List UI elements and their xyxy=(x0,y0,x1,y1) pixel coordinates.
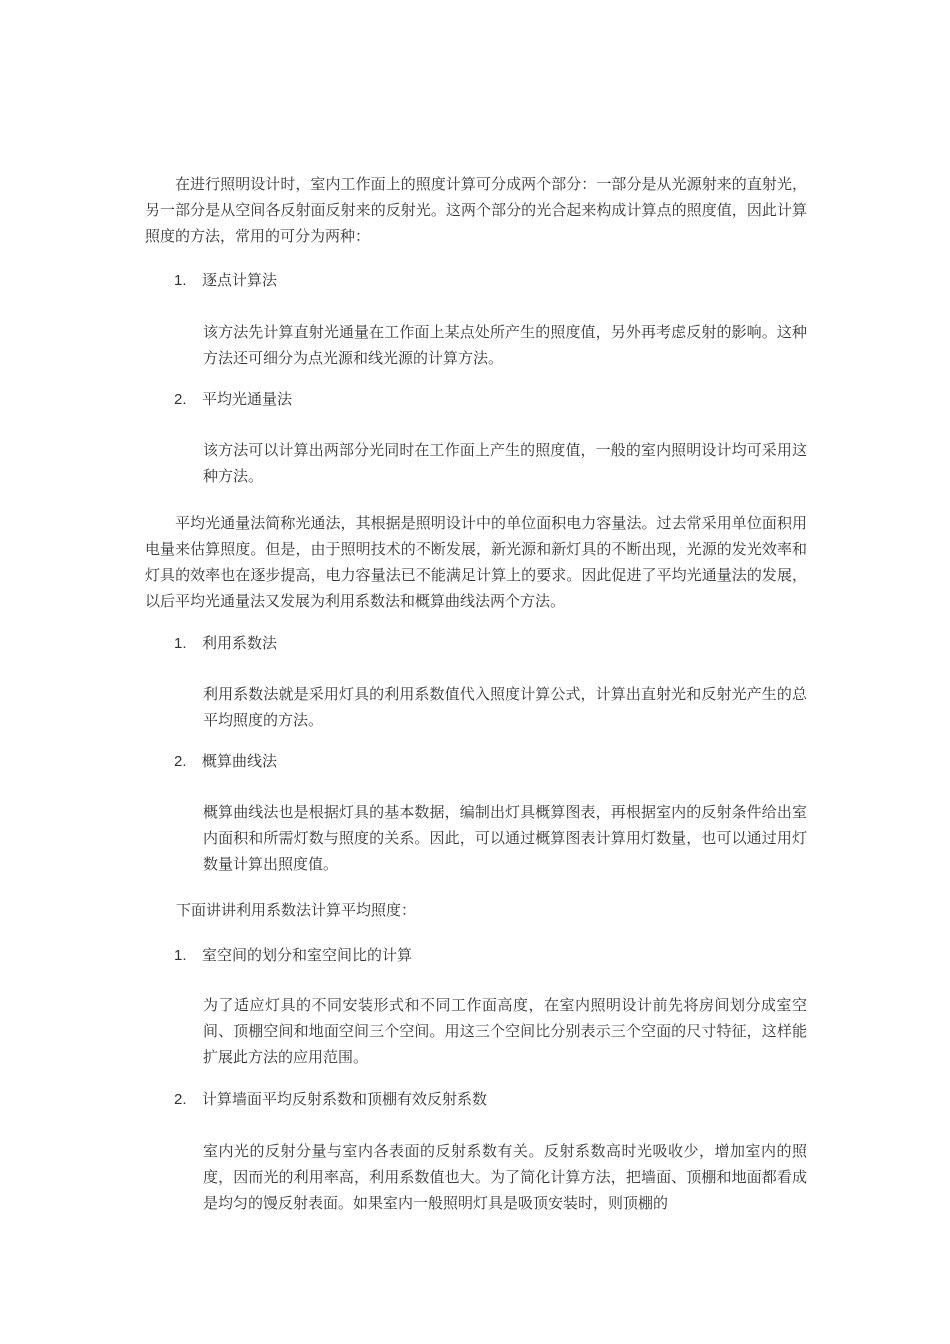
method-item-utilization xyxy=(174,631,277,656)
list-number: 2. xyxy=(174,391,187,408)
list-item-title: 概算曲线法 xyxy=(202,752,278,770)
list-number: 2. xyxy=(174,1091,187,1108)
step-desc-reflectance: 室内光的反射分量与室内各表面的反射系数有关。反射系数高时光吸收少，增加室内的照度，因而光的利用率高，利用系数值也大。为了简化计算方法，把墙面、顶棚和地面都看成是均匀的馒反射表面。如果室内一般照明灯具是吸顶安装时，则顶棚的 xyxy=(203,1142,807,1212)
method-item-average-flux xyxy=(174,387,292,412)
list-item-title: 计算墙面平均反射系数和顶棚有效反射系数 xyxy=(202,1090,488,1108)
method-desc-average-flux: 该方法可以计算出两部分光同时在工作面上产生的照度值，一般的室内照明设计均可采用这种方法。 xyxy=(203,441,807,485)
list-number: 1. xyxy=(174,635,187,652)
method-desc-pointwise: 该方法先计算直射光通量在工作面上某点处所产生的照度值，另外再考虑反射的影响。这种方法还可细分为点光源和线光源的计算方法。 xyxy=(203,323,807,367)
method-desc-utilization: 利用系数法就是采用灯具的利用系数值代入照度计算公式，计算出直射光和反射光产生的总平均照度的方法。 xyxy=(203,685,807,729)
section-lead: 下面讲讲利用系数法计算平均照度： xyxy=(176,901,417,919)
list-number: 1. xyxy=(174,272,187,289)
list-item-title: 平均光通量法 xyxy=(202,390,293,408)
intro-paragraph: 在进行照明设计时，室内工作面上的照度计算可分成两个部分：一部分是从光源射来的直射光，另一部分是从空间各反射面反射来的反射光。这两个部分的光合起来构成计算点的照度值，因此计算照度的方法，常用的可分为两种： xyxy=(145,175,807,245)
method-desc-estimate-curve: 概算曲线法也是根据灯具的基本数据，编制出灯具概算图表，再根据室内的反射条件给出室内面积和所需灯数与照度的关系。因此，可以通过概算图表计算用灯数量，也可以通过用灯数量计算出照度值。 xyxy=(203,803,807,873)
lumen-method-paragraph: 平均光通量法简称光通法，其根据是照明设计中的单位面积电力容量法。过去常采用单位面积用电量来估算照度。但是，由于照明技术的不断发展，新光源和新灯具的不断出现，光源的发光效率和灯具的效率也在逐步提高，电力容量法已不能满足计算上的要求。因此促进了平均光通量法的发展，以后平均光通量法又发展为利用系数法和概算曲线法两个方法。 xyxy=(145,514,807,610)
method-item-pointwise xyxy=(174,268,277,293)
list-item-title: 利用系数法 xyxy=(202,634,278,652)
list-number: 1. xyxy=(174,947,187,964)
step-desc-room-cavity: 为了适应灯具的不同安装形式和不同工作面高度，在室内照明设计前先将房间划分成室空间、顶棚空间和地面空间三个空间。用这三个空间比分别表示三个空面的尺寸特征，这样能扩展此方法的应用范围。 xyxy=(203,996,807,1066)
step-item-room-cavity xyxy=(174,943,412,968)
list-item-title: 逐点计算法 xyxy=(202,271,278,289)
method-item-estimate-curve xyxy=(174,749,277,774)
list-number: 2. xyxy=(174,753,187,770)
step-item-reflectance xyxy=(174,1087,487,1112)
list-item-title: 室空间的划分和室空间比的计算 xyxy=(202,946,413,964)
